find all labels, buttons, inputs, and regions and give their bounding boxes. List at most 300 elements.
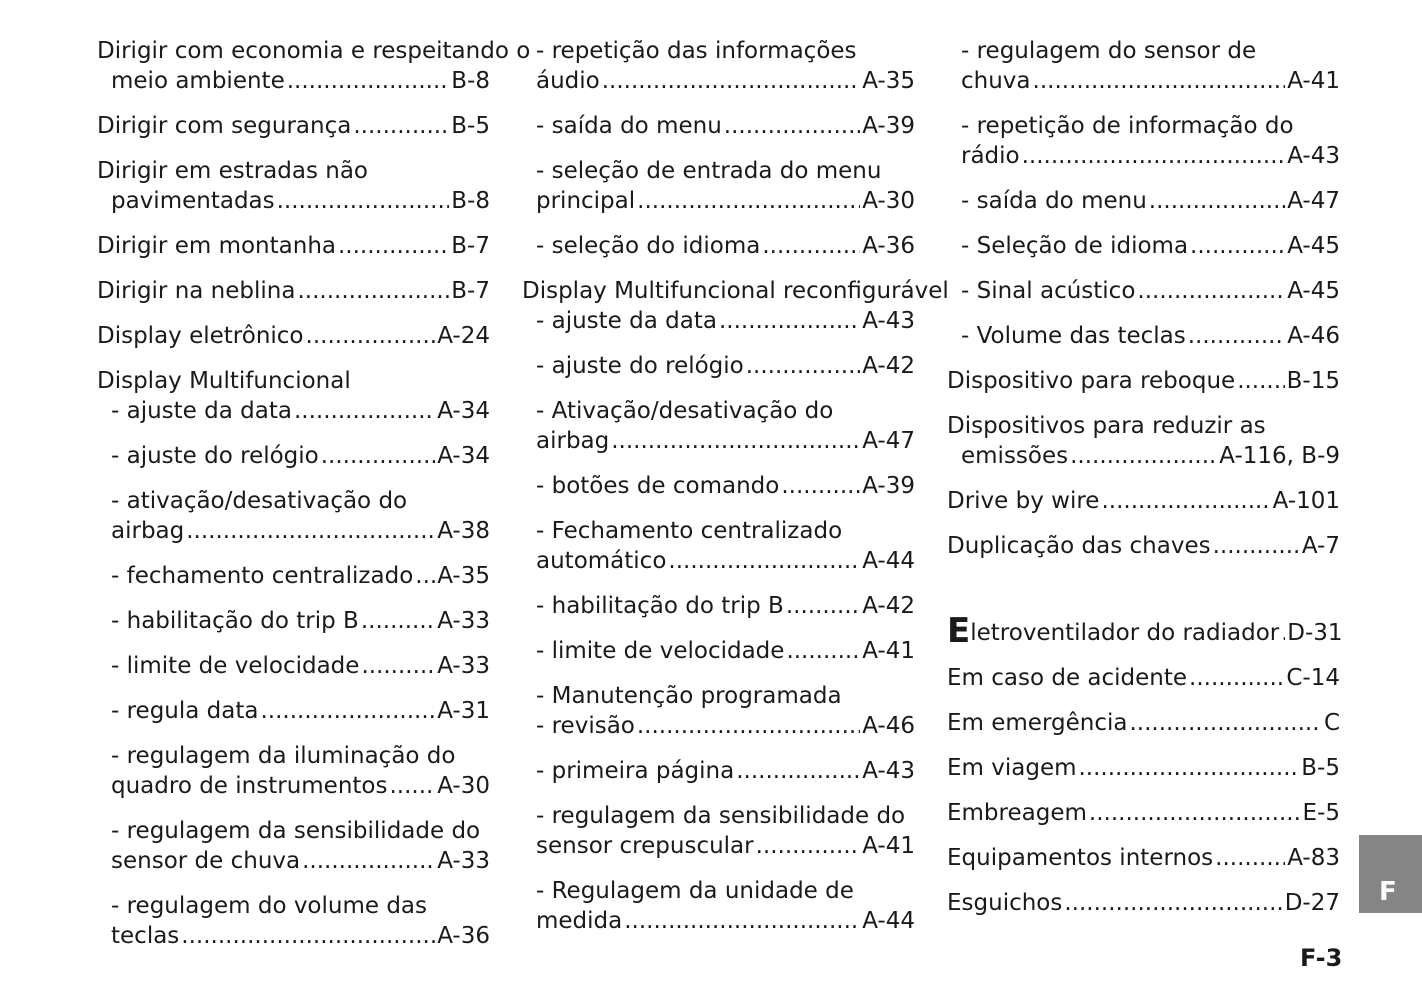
index-entry-term <box>536 306 717 336</box>
index-entry-term-text: - primeira página <box>536 758 735 784</box>
index-entry-term <box>536 711 635 741</box>
index-entry-term <box>111 921 179 951</box>
index-entry-line <box>536 756 915 786</box>
dot-leader <box>321 441 435 471</box>
index-entry-page: A-45 <box>1287 233 1340 259</box>
index-entry-line <box>536 906 915 936</box>
index-entry-term-text: - revisão <box>536 713 635 739</box>
index-entry-heading: Display Multifuncional <box>97 368 351 394</box>
dot-leader <box>668 546 860 576</box>
index-entry-heading: - regulagem do sensor de <box>961 38 1257 64</box>
dot-leader <box>1022 141 1286 171</box>
index-entry-term-text: quadro de instrumentos <box>111 773 388 799</box>
index-entry-heading: - ativação/desativação do <box>111 488 408 514</box>
index-entry-line <box>97 186 490 216</box>
index-entry-page: A-41 <box>862 638 915 664</box>
index-entry-line <box>97 321 490 351</box>
index-entry-line <box>961 231 1340 261</box>
index-entry-term-text: - seleção do idioma <box>536 233 761 259</box>
index-entry-term-text: - ajuste da data <box>536 308 717 334</box>
index-entry <box>97 276 490 306</box>
dot-leader <box>287 66 450 96</box>
index-entry-page: A-43 <box>862 308 915 334</box>
index-entry-term <box>536 426 609 456</box>
index-entry-term <box>111 846 300 876</box>
index-entry-line <box>536 546 915 576</box>
index-entry-heading: - regulagem da sensibilidade do <box>111 818 481 844</box>
index-entry <box>522 231 915 261</box>
index-entry-term <box>947 843 1213 873</box>
index-entry <box>947 663 1340 693</box>
index-entry-line <box>961 321 1340 351</box>
index-entry-page: A-35 <box>437 563 490 589</box>
index-entry-term-text: - saída do menu <box>536 113 722 139</box>
index-entry-term-text: Duplicação das chaves <box>947 533 1211 559</box>
index-entry-term <box>111 771 387 801</box>
index-entry-line <box>97 66 490 96</box>
index-entry <box>97 651 490 681</box>
page-number: F-3 <box>1300 944 1343 972</box>
index-entry <box>947 753 1340 783</box>
index-entry-term <box>961 231 1188 261</box>
section-tab-letter: F <box>1379 877 1397 907</box>
dot-leader <box>724 111 860 141</box>
index-entry-heading: - repetição de informação do <box>961 113 1294 139</box>
index-column-3 <box>947 36 1343 933</box>
index-entry-term-text: Dispositivo para reboque <box>947 368 1236 394</box>
index-entry-page: A-46 <box>1287 323 1340 349</box>
index-entry-term-text: sensor crepuscular <box>536 833 754 859</box>
index-entry-term <box>961 441 1068 471</box>
index-entry-line <box>961 66 1340 96</box>
dot-leader <box>719 306 860 336</box>
index-entry-line <box>947 753 1340 783</box>
index-entry-line <box>536 591 915 621</box>
index-entry <box>522 516 915 576</box>
index-entry-page: A-42 <box>862 593 915 619</box>
index-entry-term <box>536 636 784 666</box>
index-entry-line <box>97 231 490 261</box>
dot-leader <box>181 921 435 951</box>
index-entry-term-text: automático <box>536 548 667 574</box>
dot-leader <box>353 111 449 141</box>
index-column-2 <box>522 36 949 951</box>
index-entry-term <box>111 441 319 471</box>
index-entry-heading: - seleção de entrada do menu <box>536 158 882 184</box>
index-entry-term-text: - saída do menu <box>961 188 1147 214</box>
index-entry-term-text: Dirigir na neblina <box>97 278 296 304</box>
index-entry-page: A-46 <box>862 713 915 739</box>
index-entry-page: A-38 <box>437 518 490 544</box>
dot-leader <box>736 756 860 786</box>
index-entry-heading: - regulagem da iluminação do <box>111 743 456 769</box>
index-entry <box>947 611 1343 651</box>
index-entry-term-text: airbag <box>536 428 610 454</box>
index-entry-term <box>536 471 779 501</box>
index-entry-line <box>947 486 1340 516</box>
index-entry-line <box>961 186 1340 216</box>
index-entry-term-text: Display eletrônico <box>97 323 304 349</box>
index-entry-line <box>947 798 1340 828</box>
dot-leader <box>389 771 435 801</box>
index-entry-term <box>536 111 722 141</box>
index-entry-line <box>111 606 490 636</box>
dot-leader <box>1079 753 1300 783</box>
index-entry-page: A-35 <box>862 68 915 94</box>
index-entry-heading: Dirigir em estradas não <box>97 158 369 184</box>
index-entry <box>97 606 490 636</box>
index-entry-heading: - Regulagem da unidade de <box>536 878 854 904</box>
index-entry <box>97 111 490 141</box>
index-entry-page: B-5 <box>451 113 490 139</box>
index-entry-term-text: - habilitação do trip B <box>536 593 784 619</box>
index-entry <box>522 396 915 456</box>
index-entry-page: A-34 <box>437 443 490 469</box>
index-entry-term <box>97 111 351 141</box>
index-entry-term <box>961 276 1135 306</box>
index-entry-term <box>536 351 744 381</box>
index-entry-heading: Display Multifuncional reconfigurável <box>522 278 949 304</box>
index-entry-page: A-116, B-9 <box>1219 443 1340 469</box>
dot-leader <box>1281 618 1285 648</box>
index-entry <box>522 36 915 96</box>
index-entry <box>522 801 915 861</box>
index-entry <box>97 486 490 546</box>
index-entry <box>97 366 490 426</box>
index-entry-page: A-33 <box>437 653 490 679</box>
index-entry-heading: - regulagem da sensibilidade do <box>536 803 906 829</box>
index-entry-term <box>536 591 784 621</box>
dot-leader <box>415 561 435 591</box>
dot-leader <box>1188 321 1285 351</box>
index-entry-term-text: teclas <box>111 923 180 949</box>
index-entry-line <box>536 231 915 261</box>
index-entry-term-text: Dirigir em montanha <box>97 233 336 259</box>
index-entry-term <box>961 141 1020 171</box>
index-entry <box>522 876 915 936</box>
dot-leader <box>756 831 861 861</box>
dot-leader <box>361 651 435 681</box>
index-entry-page: A-7 <box>1301 533 1340 559</box>
index-entry <box>522 591 915 621</box>
index-entry-line <box>536 186 915 216</box>
index-entry-line <box>522 306 915 336</box>
dot-leader <box>1033 66 1286 96</box>
index-entry-heading: - regulagem do volume das <box>111 893 428 919</box>
index-entry-term <box>947 708 1127 738</box>
index-entry <box>947 186 1340 216</box>
dot-leader <box>1070 441 1217 471</box>
index-entry-term-text: Em caso de acidente <box>947 665 1188 691</box>
index-entry <box>522 156 915 216</box>
index-entry-page: A-36 <box>862 233 915 259</box>
index-entry-term-text: - fechamento centralizado <box>111 563 414 589</box>
index-entry-term-text: - Sinal acústico <box>961 278 1136 304</box>
index-entry-term-text: Esguichos <box>947 890 1063 916</box>
index-entry-term-text: - Seleção de idioma <box>961 233 1189 259</box>
index-entry-line <box>961 141 1340 171</box>
index-entry-term-text: - ajuste do relógio <box>111 443 319 469</box>
index-entry-term-text: principal <box>536 188 636 214</box>
index-entry-line <box>97 276 490 306</box>
index-entry-page: A-101 <box>1272 488 1340 514</box>
dot-leader <box>261 696 436 726</box>
index-entry-term-text: - regula data <box>111 698 259 724</box>
index-entry-term <box>947 663 1187 693</box>
index-entry-line <box>111 651 490 681</box>
dot-leader <box>1149 186 1285 216</box>
dot-leader <box>297 276 449 306</box>
index-entry <box>97 741 490 801</box>
index-entry-term-text: letroventilador do radiador <box>970 620 1280 646</box>
dot-leader <box>762 231 860 261</box>
section-divider <box>947 576 1340 616</box>
index-entry-page: A-41 <box>1287 68 1340 94</box>
index-entry-line <box>947 663 1340 693</box>
index-entry <box>522 276 949 336</box>
index-entry <box>97 441 490 471</box>
index-entry-term <box>536 546 666 576</box>
dot-leader <box>1129 708 1321 738</box>
index-entry-page: A-44 <box>862 908 915 934</box>
index-entry-page: A-43 <box>1287 143 1340 169</box>
dot-leader <box>302 846 435 876</box>
index-entry-line <box>947 611 1343 651</box>
index-entry-page: D-31 <box>1287 620 1343 646</box>
index-entry-page: A-34 <box>437 398 490 424</box>
dot-leader <box>361 606 435 636</box>
index-entry <box>947 276 1340 306</box>
index-entry-term <box>536 186 635 216</box>
index-entry-page: B-8 <box>451 68 490 94</box>
index-entry-term <box>111 516 184 546</box>
index-entry-term <box>947 531 1211 561</box>
index-entry-term <box>111 396 292 426</box>
index-entry-page: A-83 <box>1287 845 1340 871</box>
index-entry-heading: - Manutenção programada <box>536 683 842 709</box>
index-entry-term <box>947 611 1280 651</box>
index-entry-heading: - repetição das informações <box>536 38 857 64</box>
index-entry-term-text: Embreagem <box>947 800 1087 826</box>
index-entry <box>947 708 1340 738</box>
index-entry-page: B-15 <box>1286 368 1340 394</box>
dot-leader <box>746 351 860 381</box>
dot-leader <box>637 711 860 741</box>
index-entry-term-text: - Volume das teclas <box>961 323 1186 349</box>
index-entry-line <box>97 396 490 426</box>
index-entry-line <box>536 711 915 741</box>
index-entry-page: A-31 <box>437 698 490 724</box>
index-entry-term <box>111 66 285 96</box>
index-entry-term-text: Dirigir com segurança <box>97 113 352 139</box>
index-entry-page: A-44 <box>862 548 915 574</box>
index-entry-term-text: pavimentadas <box>111 188 275 214</box>
index-entry-page: A-36 <box>437 923 490 949</box>
index-entry <box>947 411 1340 471</box>
dot-leader <box>1190 231 1285 261</box>
index-entry-page: A-24 <box>437 323 490 349</box>
index-entry-line <box>947 441 1340 471</box>
index-entry <box>522 681 915 741</box>
index-entry <box>947 36 1340 96</box>
index-entry-line <box>111 921 490 951</box>
index-entry-term <box>111 606 359 636</box>
index-entry-term <box>961 186 1147 216</box>
index-entry-page: A-41 <box>862 833 915 859</box>
index-entry-line <box>111 846 490 876</box>
index-entry <box>522 351 915 381</box>
index-entry-line <box>947 531 1340 561</box>
index-entry-heading: - Fechamento centralizado <box>536 518 843 544</box>
index-entry-heading: Dirigir com economia e respeitando o <box>97 38 531 64</box>
index-entry-heading: Dispositivos para reduzir as <box>947 413 1266 439</box>
index-entry-line <box>97 111 490 141</box>
index-entry-term-text: áudio <box>536 68 600 94</box>
index-entry-line <box>111 441 490 471</box>
index-entry-term <box>947 486 1099 516</box>
index-entry <box>947 888 1340 918</box>
index-entry <box>97 156 490 216</box>
index-entry-page: D-27 <box>1284 890 1340 916</box>
index-entry-line <box>111 561 490 591</box>
index-entry <box>97 816 490 876</box>
index-entry-line <box>947 843 1340 873</box>
index-entry-term <box>97 276 295 306</box>
index-entry-heading: - Ativação/desativação do <box>536 398 834 424</box>
index-entry-line <box>947 708 1340 738</box>
index-entry-line <box>111 771 490 801</box>
index-entry-term-text: Equipamentos internos <box>947 845 1214 871</box>
index-entry-term-text: emissões <box>961 443 1069 469</box>
dot-leader <box>786 636 860 666</box>
dot-leader <box>624 906 860 936</box>
dot-leader <box>786 591 860 621</box>
index-entry-page: A-47 <box>1287 188 1340 214</box>
dot-leader <box>611 426 860 456</box>
index-entry <box>947 798 1340 828</box>
index-entry-term <box>536 756 734 786</box>
dot-leader <box>602 66 860 96</box>
index-entry-page: A-30 <box>862 188 915 214</box>
index-entry-line <box>947 888 1340 918</box>
index-entry-term <box>111 561 413 591</box>
index-column-1 <box>97 36 531 966</box>
index-entry <box>97 891 490 951</box>
index-entry-page: A-45 <box>1287 278 1340 304</box>
index-entry-page: A-39 <box>862 473 915 499</box>
index-entry-term-text: - ajuste do relógio <box>536 353 744 379</box>
index-entry <box>947 111 1340 171</box>
index-entry-term <box>111 651 359 681</box>
index-entry-line <box>536 351 915 381</box>
index-entry <box>947 486 1340 516</box>
index-entry-term <box>947 366 1235 396</box>
section-initial-letter: E <box>947 611 971 651</box>
index-entry-line <box>111 516 490 546</box>
dot-leader <box>637 186 860 216</box>
index-entry-term-text: Drive by wire <box>947 488 1100 514</box>
index-entry-line <box>536 66 915 96</box>
dot-leader <box>1064 888 1282 918</box>
index-entry-page: B-5 <box>1301 755 1340 781</box>
dot-leader <box>306 321 436 351</box>
dot-leader <box>294 396 435 426</box>
index-entry-term-text: - ajuste da data <box>111 398 292 424</box>
index-entry-term-text: - botões de comando <box>536 473 780 499</box>
index-entry-page: B-7 <box>451 278 490 304</box>
index-entry <box>522 756 915 786</box>
index-entry <box>97 36 531 96</box>
index-entry-page: A-39 <box>862 113 915 139</box>
index-entry-page: C <box>1323 710 1340 736</box>
index-entry-term-text: - habilitação do trip B <box>111 608 359 634</box>
index-entry <box>97 321 490 351</box>
index-entry-line <box>536 111 915 141</box>
index-entry <box>97 231 490 261</box>
index-entry-term-text: sensor de chuva <box>111 848 301 874</box>
index-entry-page: A-33 <box>437 848 490 874</box>
section-tab <box>1359 835 1422 913</box>
index-entry-page: A-42 <box>862 353 915 379</box>
index-entry-term <box>536 66 600 96</box>
index-entry-term <box>97 231 336 261</box>
dot-leader <box>1213 531 1300 561</box>
index-entry-page: A-47 <box>862 428 915 454</box>
index-entry-line <box>536 426 915 456</box>
index-entry-page: B-7 <box>451 233 490 259</box>
index-entry-term-text: - limite de velocidade <box>111 653 360 679</box>
index-entry-term-text: Em emergência <box>947 710 1128 736</box>
index-entry-term <box>947 888 1062 918</box>
index-entry-page: C-14 <box>1286 665 1340 691</box>
dot-leader <box>277 186 450 216</box>
index-entry-term <box>961 66 1031 96</box>
index-entry <box>947 531 1340 561</box>
index-entry-term <box>97 321 304 351</box>
index-entry-line <box>536 831 915 861</box>
index-entry <box>947 321 1340 351</box>
index-entry <box>522 471 915 501</box>
index-entry-term-text: chuva <box>961 68 1031 94</box>
index-entry-term-text: meio ambiente <box>111 68 285 94</box>
index-entry-term <box>536 231 760 261</box>
index-entry-page: A-30 <box>437 773 490 799</box>
index-entry-line <box>111 696 490 726</box>
index-entry-term <box>947 753 1077 783</box>
index-entry-page: A-33 <box>437 608 490 634</box>
index-entry-term <box>961 321 1186 351</box>
dot-leader <box>1215 843 1285 873</box>
index-entry-term-text: airbag <box>111 518 185 544</box>
index-entry <box>947 843 1340 873</box>
dot-leader <box>1137 276 1285 306</box>
index-entry-term <box>111 696 259 726</box>
index-entry-term-text: - limite de velocidade <box>536 638 785 664</box>
index-entry-term-text: rádio <box>961 143 1020 169</box>
index-entry-term <box>536 831 754 861</box>
index-entry <box>947 231 1340 261</box>
dot-leader <box>1237 366 1284 396</box>
dot-leader <box>1189 663 1284 693</box>
dot-leader <box>1101 486 1270 516</box>
dot-leader <box>1089 798 1301 828</box>
dot-leader <box>781 471 860 501</box>
index-entry-line <box>536 636 915 666</box>
index-entry <box>97 561 490 591</box>
index-entry-term <box>947 798 1087 828</box>
index-entry <box>522 111 915 141</box>
index-entry-term <box>111 186 275 216</box>
